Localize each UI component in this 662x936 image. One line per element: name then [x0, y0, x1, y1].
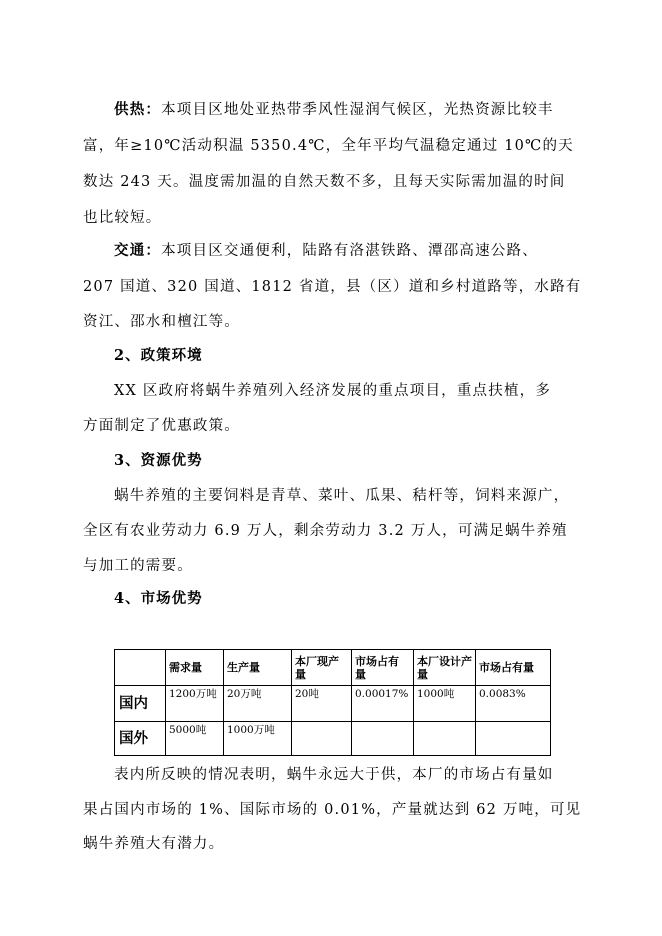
table-row	[115, 722, 551, 756]
table-header-cell: 市场占有 量	[352, 650, 414, 686]
table-cell	[352, 722, 414, 756]
table-cell: 0.0083%	[476, 686, 551, 722]
market-heading: 4、市场优势	[114, 590, 203, 607]
transport-line-2: 207 国道、320 国道、1812 省道，县（区）道和乡村道路等，水路有	[83, 279, 582, 295]
table-cell: 20吨	[292, 686, 352, 722]
table-corner-cell	[115, 650, 166, 686]
table-cell: 1000万吨	[224, 722, 292, 756]
table-header-row	[115, 650, 551, 686]
table-row	[115, 686, 551, 722]
table-cell	[292, 722, 352, 756]
table-header-cell: 本厂设计产量	[414, 650, 476, 686]
table-cell: 1200万吨	[166, 686, 224, 722]
table-cell	[476, 722, 551, 756]
table-header-cell: 需求量	[166, 650, 224, 686]
table-header-cell: 生产量	[224, 650, 292, 686]
market-line-1: 表内所反映的情况表明，蜗牛永远大于供，本厂的市场占有量如	[114, 767, 554, 783]
resources-line-3: 与加工的需要。	[83, 558, 193, 574]
policy-line-2: 方面制定了优惠政策。	[83, 418, 240, 434]
table-cell: 1000吨	[414, 686, 476, 722]
table-row-label: 国外	[115, 722, 166, 756]
table-header-cell: 本厂现产 量	[292, 650, 352, 686]
policy-line-1: XX 区政府将蜗牛养殖列入经济发展的重点项目，重点扶植，多	[114, 383, 552, 399]
heat-supply-line-2: 富，年≥10℃活动积温 5350.4℃，全年平均气温稳定通过 10℃的天	[83, 138, 574, 154]
heat-supply-label: 供热：	[114, 101, 162, 118]
transport-text-1: 本项目区交通便利，陆路有洛湛铁路、潭邵高速公路、	[161, 243, 538, 259]
heat-supply-text-1: 本项目区地处亚热带季风性湿润气候区，光热资源比较丰	[161, 102, 554, 118]
resources-line-2: 全区有农业劳动力 6.9 万人，剩余劳动力 3.2 万人，可满足蜗牛养殖	[83, 523, 568, 539]
resources-line-1: 蜗牛养殖的主要饲料是青草、菜叶、瓜果、秸杆等，饲料来源广，	[114, 488, 570, 504]
heat-supply-line-1	[114, 100, 554, 120]
table-header-cell: 市场占有量	[476, 650, 551, 686]
table-cell: 20万吨	[224, 686, 292, 722]
table-row-label: 国内	[115, 686, 166, 722]
heat-supply-line-4: 也比较短。	[83, 210, 162, 226]
resources-heading: 3、资源优势	[114, 452, 203, 469]
transport-label: 交通：	[114, 242, 162, 259]
transport-line-1	[114, 241, 538, 261]
policy-heading: 2、政策环境	[114, 347, 203, 364]
market-line-2: 果占国内市场的 1%、国际市场的 0.01%，产量就达到 62 万吨，可见	[83, 802, 582, 818]
market-line-3: 蜗牛养殖大有潜力。	[83, 836, 225, 852]
table-cell: 0.00017%	[352, 686, 414, 722]
heat-supply-line-3: 数达 243 天。温度需加温的自然天数不多，且每天实际需加温的时间	[83, 174, 566, 190]
table-cell	[414, 722, 476, 756]
transport-line-3: 资江、邵水和檀江等。	[83, 314, 240, 330]
market-table	[114, 649, 551, 756]
table-cell: 5000吨	[166, 722, 224, 756]
